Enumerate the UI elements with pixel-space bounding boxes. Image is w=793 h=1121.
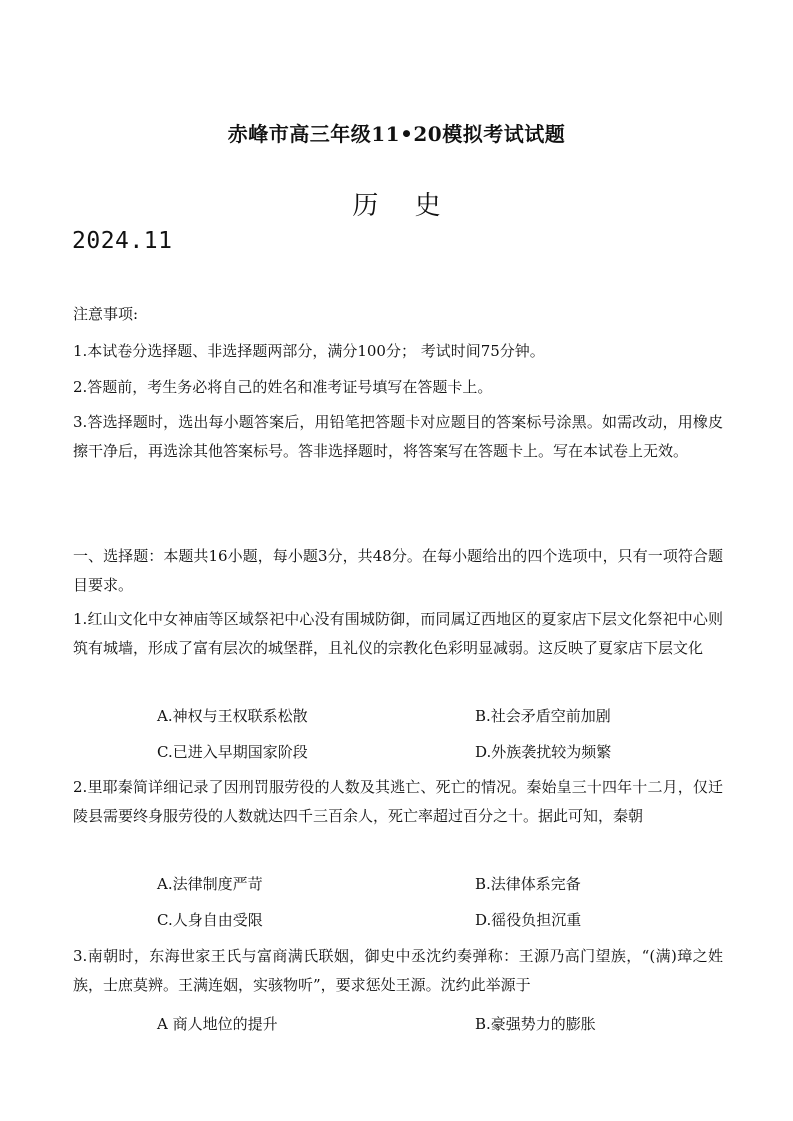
question-1-option-c: C.已进入早期国家阶段: [157, 743, 308, 761]
question-1-option-d: D.外族袭扰较为频繁: [475, 743, 612, 761]
question-2-option-d: D.徭役负担沉重: [475, 911, 582, 929]
question-3-option-a: A 商人地位的提升: [157, 1015, 278, 1033]
question-1-option-a: A.神权与王权联系松散: [157, 707, 308, 725]
notice-item-1: 1.本试卷分选择题、非选择题两部分，满分100分； 考试时间75分钟。: [73, 342, 545, 360]
exam-date: 2024.11: [72, 228, 173, 254]
notice-heading: 注意事项:: [73, 305, 139, 323]
question-2-stem: 2.里耶秦简详细记录了因刑罚服劳役的人数及其逃亡、死亡的情况。秦始皇三十四年十二月，仅迁陵县需要终身服劳役的人数就达四千三百余人，死亡率超过百分之十。据此可知，秦朝: [73, 778, 723, 825]
question-2-option-b: B.法律体系完备: [475, 875, 581, 893]
subject-title: 历 史: [352, 191, 455, 221]
exam-title: 赤峰市高三年级11•20模拟考试试题: [227, 122, 566, 146]
question-1-stem: 1.红山文化中女神庙等区域祭祀中心没有围城防御，而同属辽西地区的夏家店下层文化祭祀中心则筑有城墙，形成了富有层次的城堡群，且礼仪的宗教化色彩明显减弱。这反映了夏家店下层文化: [73, 610, 723, 657]
question-2-option-c: C.人身自由受限: [157, 911, 263, 929]
question-3-stem: 3.南朝时，东海世家王氏与富商满氏联姻，御史中丞沈约奏弹称：王源乃高门望族，“(满)璋之姓族，士庶莫辨。王满连姻，实骇物听”，要求惩处王源。沈约此举源于: [73, 947, 723, 994]
question-3-option-b: B.豪强势力的膨胀: [475, 1015, 596, 1033]
question-2-option-a: A.法律制度严苛: [157, 875, 263, 893]
notice-item-3: 3.答选择题时，选出每小题答案后，用铅笔把答题卡对应题目的答案标号涂黑。如需改动，用橡皮擦干净后，再选涂其他答案标号。答非选择题时，将答案写在答题卡上。写在本试卷上无效。: [73, 413, 723, 460]
notice-item-2: 2.答题前，考生务必将自己的姓名和准考证号填写在答题卡上。: [73, 378, 493, 396]
question-1-option-b: B.社会矛盾空前加剧: [475, 707, 611, 725]
section-heading: 一、选择题：本题共16小题，每小题3分，共48分。在每小题给出的四个选项中，只有一项符合题目要求。: [73, 547, 723, 594]
